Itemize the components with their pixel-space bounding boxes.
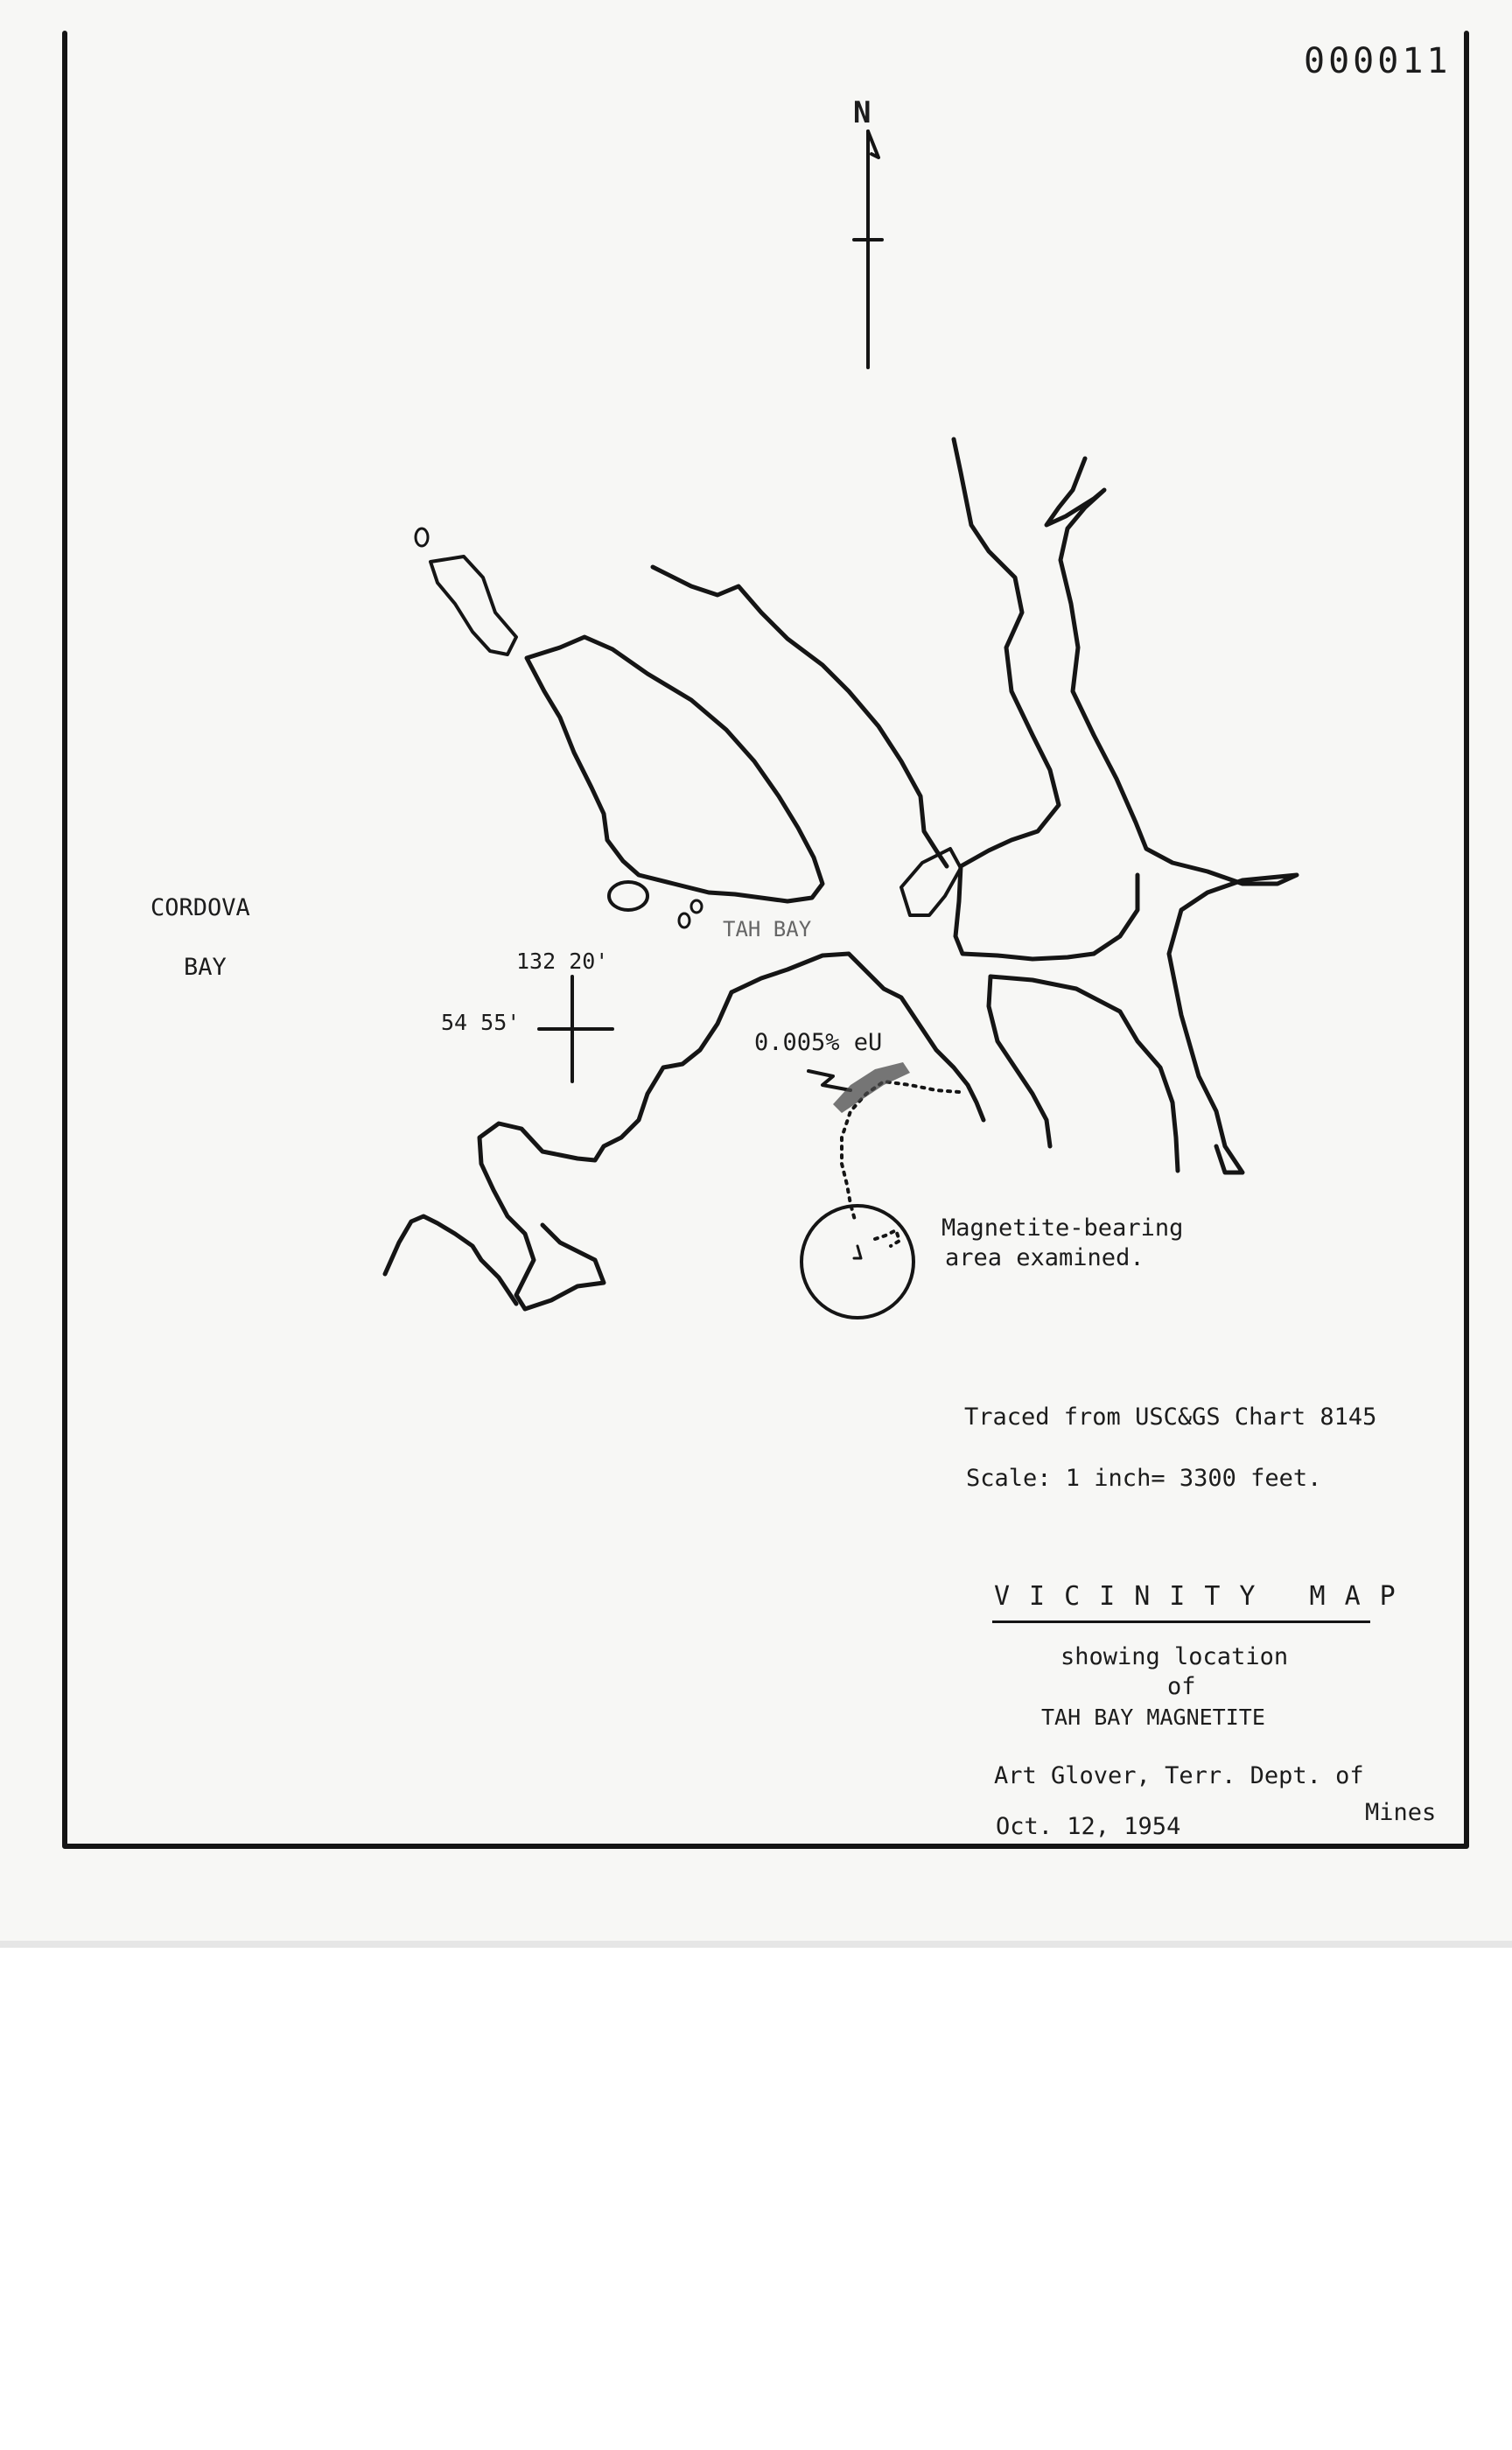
island-large <box>527 637 822 901</box>
latitude-label: 54 55' <box>441 1010 521 1035</box>
place-bay: BAY <box>184 954 227 981</box>
coordinate-cross-icon <box>539 976 612 1082</box>
document-number: 000011 <box>1304 41 1452 81</box>
shoreline-east-branch <box>1094 875 1138 954</box>
leader-arrow-icon <box>808 1071 850 1090</box>
title-line-showing: showing location <box>1060 1643 1289 1670</box>
date-line: Oct. 12, 1954 <box>996 1813 1181 1840</box>
north-arrow-icon <box>854 131 882 368</box>
prospect-circle <box>802 1206 914 1318</box>
shoreline-tah-bay-west <box>480 992 732 1309</box>
islet-northwest <box>430 556 516 654</box>
title-line-subject: TAH BAY MAGNETITE <box>1041 1704 1265 1730</box>
islet-tiny <box>416 528 428 546</box>
traverse-to-circle <box>875 1230 900 1246</box>
author-line-cont: Mines <box>1365 1799 1437 1826</box>
shoreline-east-fjord-east <box>1046 458 1297 1172</box>
source-note: Traced from USC&GS Chart 8145 <box>964 1404 1377 1431</box>
place-cordova: CORDOVA <box>150 894 250 921</box>
islet-inlet <box>901 849 961 915</box>
traverse-dotted-path <box>842 1082 959 1223</box>
radioactivity-label: 0.005% eU <box>754 1029 883 1056</box>
title-vicinity-map: VICINITY MAP <box>994 1581 1415 1612</box>
islet-dot-b <box>691 900 702 913</box>
shoreline-southwest-arm <box>385 1216 516 1304</box>
title-line-of: of <box>1167 1673 1196 1700</box>
islet-dot-a <box>679 914 690 928</box>
north-label: N <box>853 95 872 130</box>
magnetite-label-line2: area examined. <box>945 1244 1144 1271</box>
scale-note: Scale: 1 inch= 3300 feet. <box>966 1465 1322 1492</box>
magnetite-label-line1: Magnetite-bearing <box>942 1214 1184 1242</box>
prospect-mark-icon <box>854 1246 861 1258</box>
title-underline <box>992 1620 1370 1623</box>
shoreline-north <box>653 567 947 866</box>
place-tah-bay: TAH BAY <box>723 917 812 942</box>
shoreline-east-fjord-west <box>954 439 1094 959</box>
longitude-label: 132 20' <box>516 948 609 974</box>
author-line: Art Glover, Terr. Dept. of <box>994 1762 1364 1789</box>
shoreline-peninsula-west <box>989 976 1050 1146</box>
islet-center <box>609 882 648 910</box>
